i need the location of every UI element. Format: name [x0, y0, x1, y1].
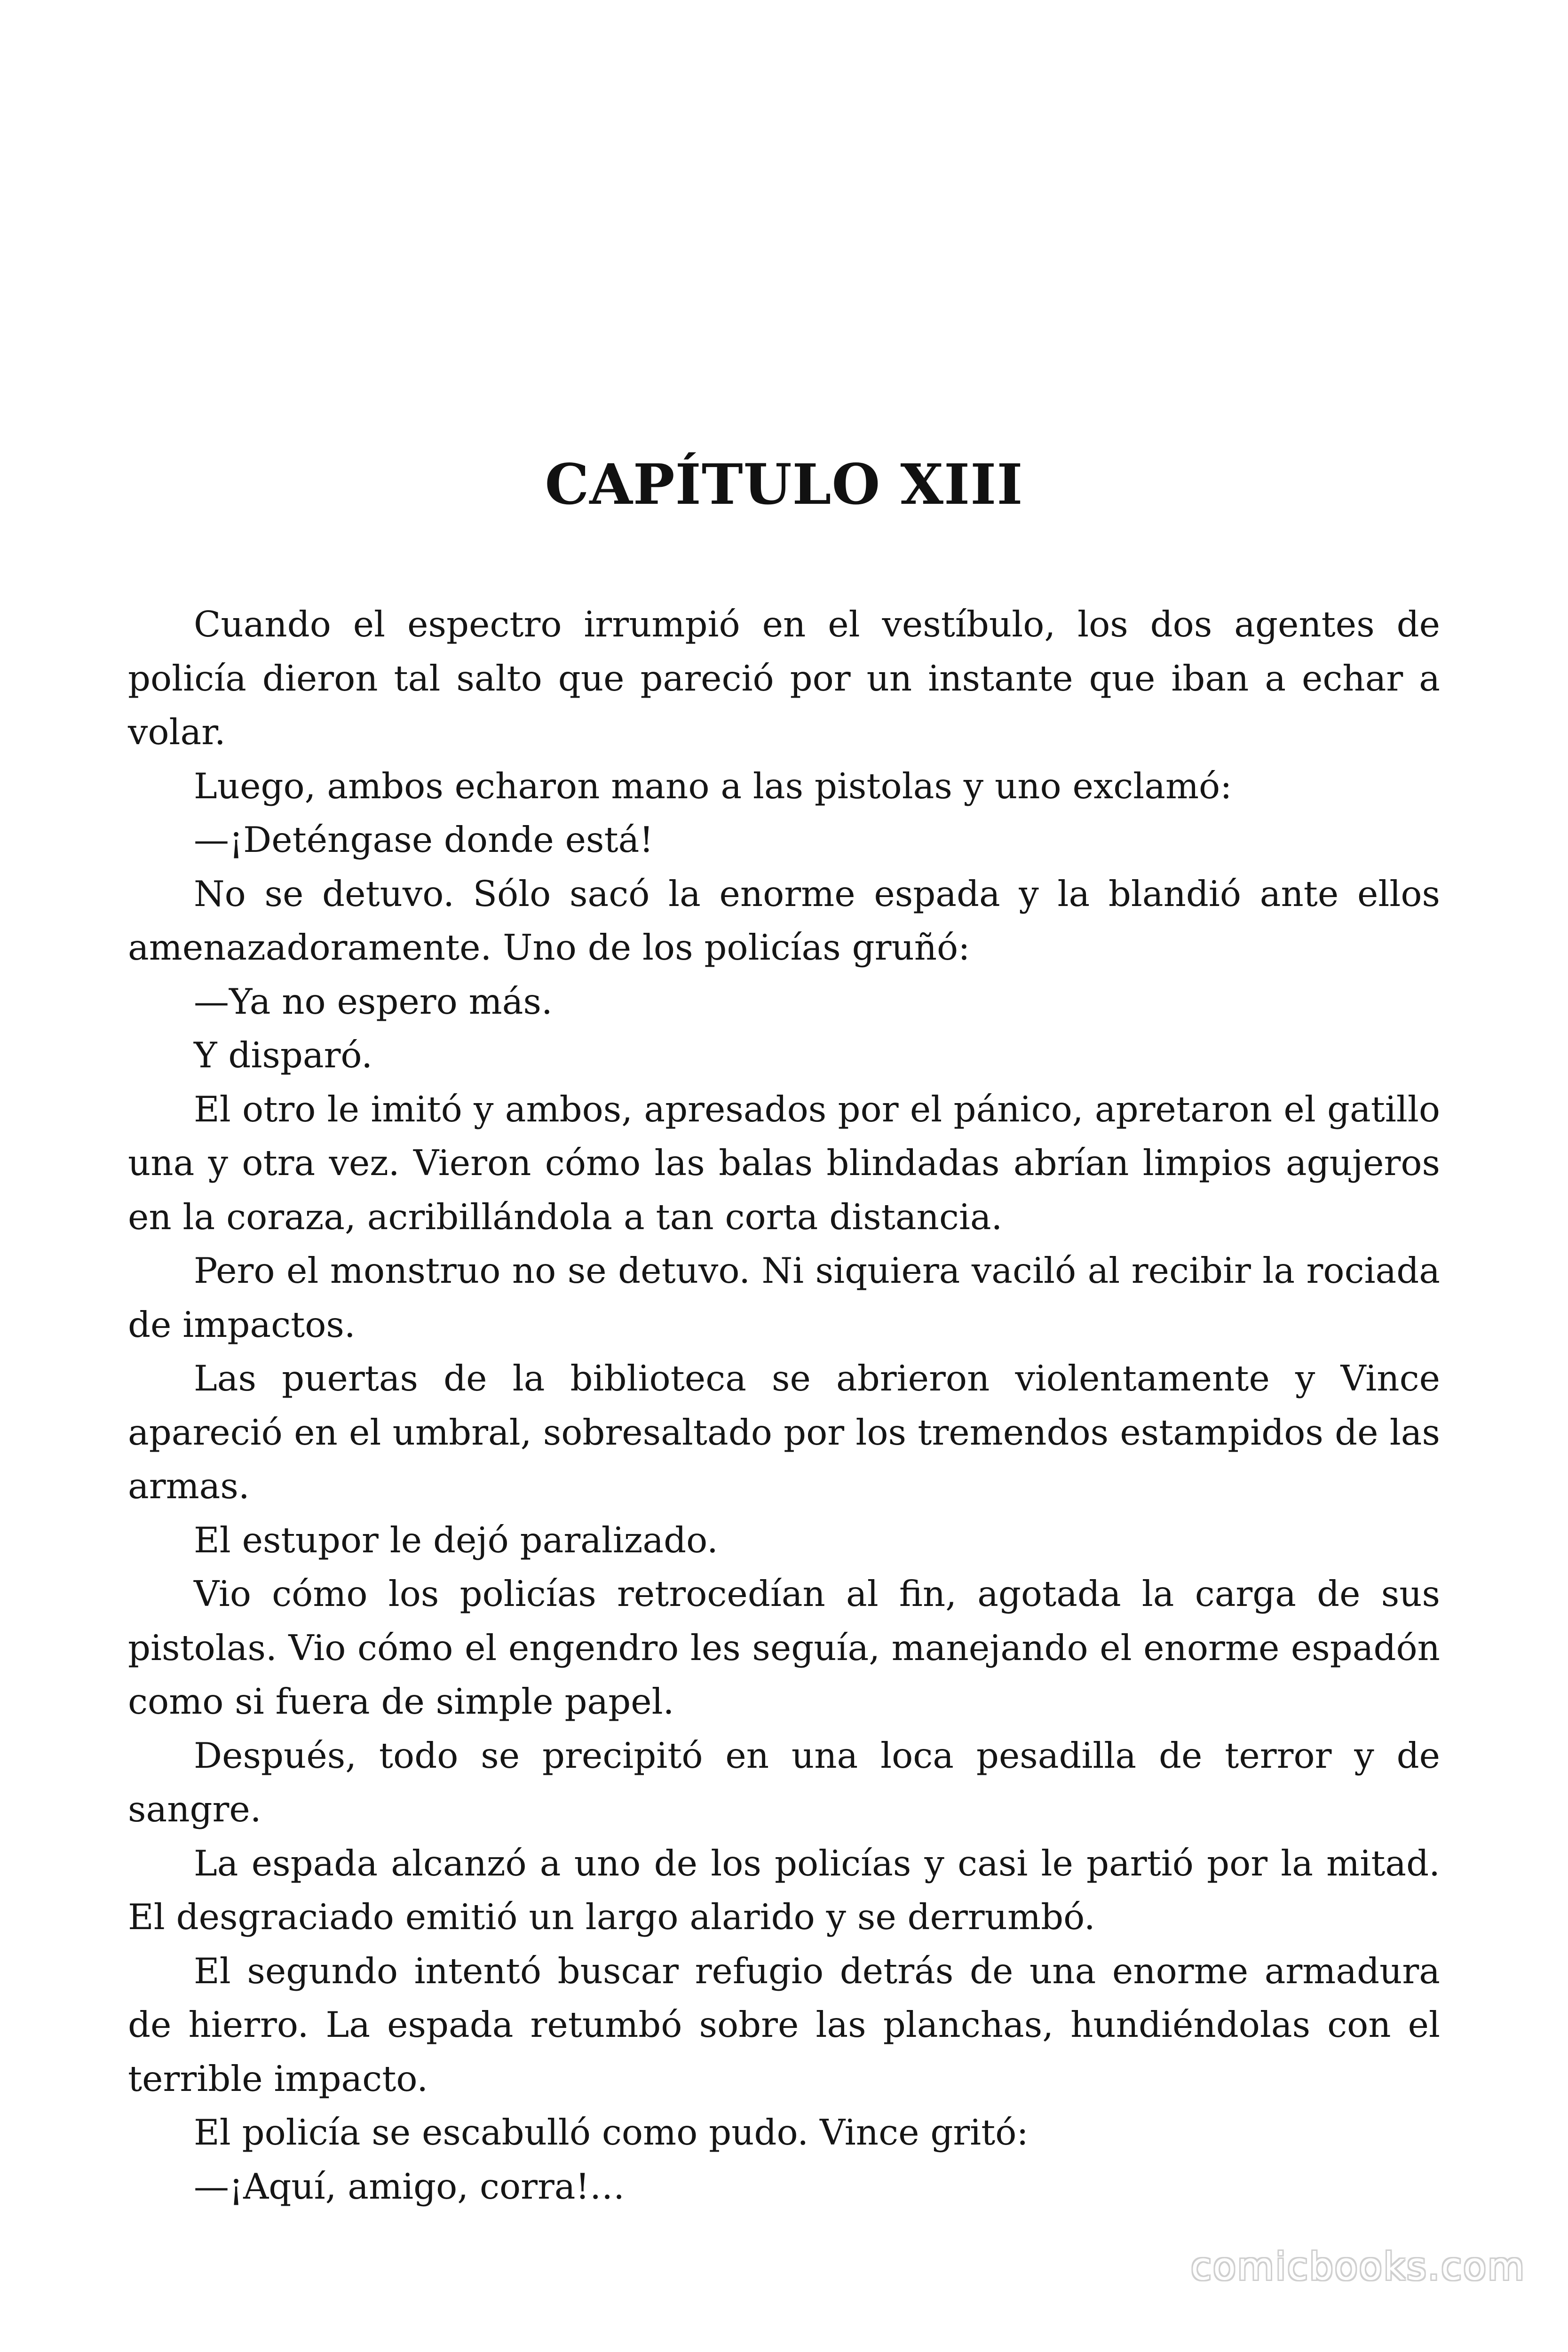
dialogue-line: —Ya no espero más.	[194, 980, 553, 1022]
chapter-title: CAPÍTULO XIII	[545, 452, 1023, 517]
dialogue-line: —¡Aquí, amigo, corra!…	[194, 2165, 625, 2207]
paragraph: El otro le imitó y ambos, apresados por el pánico, apretaron el gatillo una y otra vez. Vieron cómo las balas blindadas abrían limpios agujeros en la coraza, acribillándola a tan corta distancia.	[128, 1088, 1440, 1238]
paragraph: Pero el monstruo no se detuvo. Ni siquiera vaciló al recibir la rociada de impactos.	[128, 1250, 1440, 1345]
paragraph: El segundo intentó buscar refugio detrás de una enorme armadura de hierro. La espada retumbó sobre las planchas, hundiéndolas con el terrible impacto.	[128, 1950, 1440, 2099]
paragraph: No se detuvo. Sólo sacó la enorme espada y la blandió ante ellos amenazadoramente. Uno de los policías gruñó:	[128, 873, 1440, 968]
paragraph: La espada alcanzó a uno de los policías y casi le partió por la mitad. El desgraciado emitió un largo alarido y se derrumbó.	[128, 1842, 1440, 1938]
dialogue-line: —¡Deténgase donde está!	[194, 819, 654, 860]
paragraph: Cuando el espectro irrumpió en el vestíbulo, los dos agentes de policía dieron tal salto que pareció por un instante que iban a echar a volar.	[128, 604, 1440, 753]
watermark: comicbooks.com	[1190, 2245, 1526, 2288]
paragraph: Las puertas de la biblioteca se abrieron violentamente y Vince apareció en el umbral, sobresaltado por los tremendos estampidos de las armas.	[128, 1358, 1440, 1507]
paragraph: El estupor le dejó paralizado.	[194, 1519, 718, 1561]
paragraph: Y disparó.	[194, 1034, 373, 1076]
paragraph: El policía se escabulló como pudo. Vince gritó:	[194, 2112, 1029, 2153]
chapter-body	[128, 597, 1440, 2213]
paragraph: Vio cómo los policías retrocedían al fin, agotada la carga de sus pistolas. Vio cómo el engendro les seguía, manejando el enorme espadón como si fuera de simple papel.	[128, 1573, 1440, 1722]
paragraph: Luego, ambos echaron mano a las pistolas y uno exclamó:	[194, 765, 1232, 807]
paragraph: Después, todo se precipitó en una loca pesadilla de terror y de sangre.	[128, 1734, 1440, 1830]
